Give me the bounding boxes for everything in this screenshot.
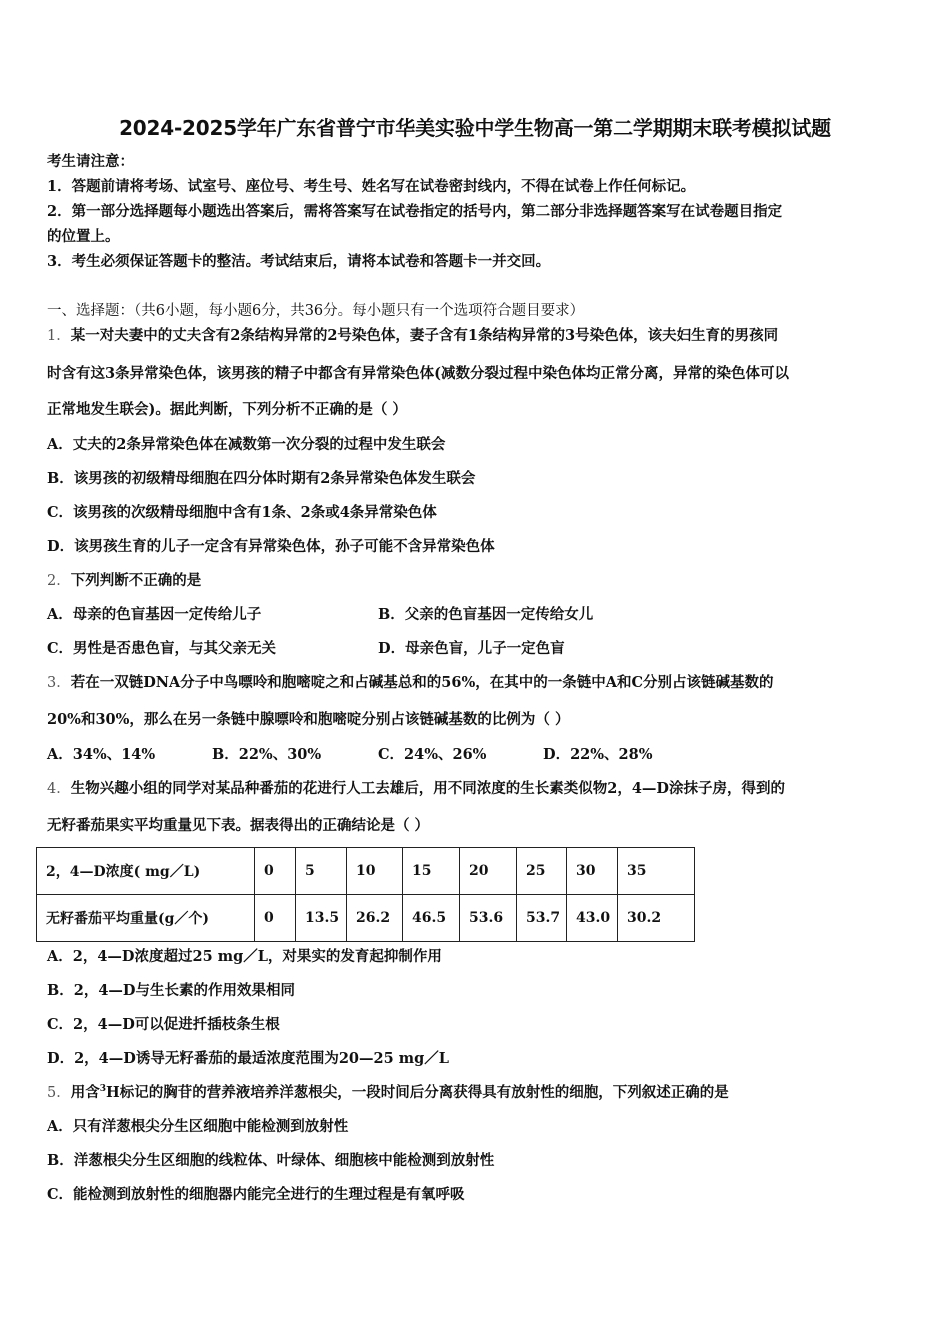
q4-option-b: B．2，4—D与生长素的作用效果相同 — [47, 982, 296, 999]
table-cell: 5 — [296, 848, 347, 895]
table-cell: 53.6 — [460, 895, 517, 942]
q3-option-c: C．24%、26% — [378, 746, 487, 763]
table-row — [37, 895, 695, 942]
q1-stem-1: 某一对夫妻中的丈夫含有2条结构异常的2号染色体，妻子含有1条结构异常的3号染色体，该夫妇生育的男孩同 — [70, 327, 779, 344]
table-cell: 25 — [517, 848, 567, 895]
q4-data-table — [36, 847, 695, 942]
notice-item-1: 1．答题前请将考场、试室号、座位号、考生号、姓名写在试卷密封线内，不得在试卷上作任何标记。 — [47, 178, 696, 195]
table-cell: 0 — [255, 895, 296, 942]
table-cell: 10 — [347, 848, 403, 895]
q5-stem-sup: 3 — [99, 1084, 106, 1095]
table-cell: 30 — [567, 848, 618, 895]
table-cell: 53.7 — [517, 895, 567, 942]
table-cell: 26.2 — [347, 895, 403, 942]
q4-option-a: A．2，4—D浓度超过25 mg／L，对果实的发育起抑制作用 — [47, 948, 442, 965]
q4-option-d: D．2，4—D诱导无籽番茄的最适浓度范围为20—25 mg／L — [47, 1050, 449, 1067]
q2-option-b: B．父亲的色盲基因一定传给女儿 — [378, 606, 594, 623]
q3-option-b: B．22%、30% — [212, 746, 322, 763]
q3-stem-1: 若在一双链DNA分子中鸟嘌呤和胞嘧啶之和占碱基总和的56%，在其中的一条链中A和C分别占该链碱基数的 — [70, 674, 774, 691]
q5-stem-pre: 用含 — [70, 1084, 100, 1101]
table-cell: 20 — [460, 848, 517, 895]
q2-option-c: C．男性是否患色盲，与其父亲无关 — [47, 640, 277, 657]
notice-item-2-cont: 的位置上。 — [47, 228, 120, 245]
table-cell: 30.2 — [618, 895, 695, 942]
q2-line — [47, 571, 201, 591]
q1-stem-3: 正常地发生联会)。据此判断，下列分析不正确的是（ ） — [47, 401, 407, 418]
table-cell: 15 — [403, 848, 460, 895]
notice-item-3: 3．考生必须保证答题卡的整洁。考试结束后，请将本试卷和答题卡一并交回。 — [47, 253, 551, 270]
q4-stem-1: 生物兴趣小组的同学对某品种番茄的花进行人工去雄后，用不同浓度的生长素类似物2，4—D涂抹子房，得到的 — [70, 780, 785, 797]
table-cell: 46.5 — [403, 895, 460, 942]
q1-option-b: B．该男孩的初级精母细胞在四分体时期有2条异常染色体发生联会 — [47, 470, 476, 487]
q4-stem-2: 无籽番茄果实平均重量见下表。据表得出的正确结论是（ ） — [47, 817, 430, 834]
q3-line-1 — [47, 673, 774, 693]
q5-stem-post: H标记的胸苷的营养液培养洋葱根尖，一段时间后分离获得具有放射性的细胞，下列叙述正确的是 — [106, 1084, 729, 1101]
notice-item-2: 2．第一部分选择题每小题选出答案后，需将答案写在试卷指定的括号内，第二部分非选择题答案写在试卷题目指定 — [47, 203, 783, 220]
q4-line-1 — [47, 779, 785, 799]
table-row-label: 2，4—D浓度( mg／L) — [37, 848, 255, 895]
table-cell: 35 — [618, 848, 695, 895]
q5-line — [47, 1083, 729, 1103]
table-cell: 43.0 — [567, 895, 618, 942]
q1-number: 1． — [47, 328, 71, 344]
table-cell: 0 — [255, 848, 296, 895]
section-heading: 一、选择题：（共6小题，每小题6分，共36分。每小题只有一个选项符合题目要求） — [47, 303, 585, 319]
q2-option-d: D．母亲色盲，儿子一定色盲 — [378, 640, 565, 657]
table-row-label: 无籽番茄平均重量(g／个) — [37, 895, 255, 942]
q4-option-c: C．2，4—D可以促进扦插枝条生根 — [47, 1016, 280, 1033]
q1-line-1 — [47, 326, 778, 346]
exam-title: 2024-2025学年广东省普宁市华美实验中学生物高一第二学期期末联考模拟试题 — [119, 116, 831, 140]
q3-number: 3． — [47, 675, 71, 691]
q2-number: 2． — [47, 573, 71, 589]
q5-option-b: B．洋葱根尖分生区细胞的线粒体、叶绿体、细胞核中能检测到放射性 — [47, 1152, 495, 1169]
q3-option-a: A．34%、14% — [47, 746, 156, 763]
q1-option-a: A．丈夫的2条异常染色体在减数第一次分裂的过程中发生联会 — [47, 436, 446, 453]
q5-number: 5． — [47, 1085, 71, 1101]
notice-heading: 考生请注意： — [47, 153, 134, 170]
q2-stem: 下列判断不正确的是 — [70, 572, 202, 589]
q2-option-a: A．母亲的色盲基因一定传给儿子 — [47, 606, 262, 623]
q1-option-c: C．该男孩的次级精母细胞中含有1条、2条或4条异常染色体 — [47, 504, 437, 521]
q5-option-a: A．只有洋葱根尖分生区细胞中能检测到放射性 — [47, 1118, 349, 1135]
table-row — [37, 848, 695, 895]
q3-option-d: D．22%、28% — [543, 746, 653, 763]
q3-stem-2: 20%和30%，那么在另一条链中腺嘌呤和胞嘧啶分别占该链碱基数的比例为（ ） — [47, 711, 570, 728]
q5-option-c: C．能检测到放射性的细胞器内能完全进行的生理过程是有氧呼吸 — [47, 1186, 465, 1203]
table-cell: 13.5 — [296, 895, 347, 942]
q1-stem-2: 时含有这3条异常染色体，该男孩的精子中都含有异常染色体(减数分裂过程中染色体均正常分离，异常的染色体可以 — [47, 365, 789, 382]
q4-number: 4． — [47, 781, 71, 797]
q1-option-d: D．该男孩生育的儿子一定含有异常染色体，孙子可能不含异常染色体 — [47, 538, 495, 555]
